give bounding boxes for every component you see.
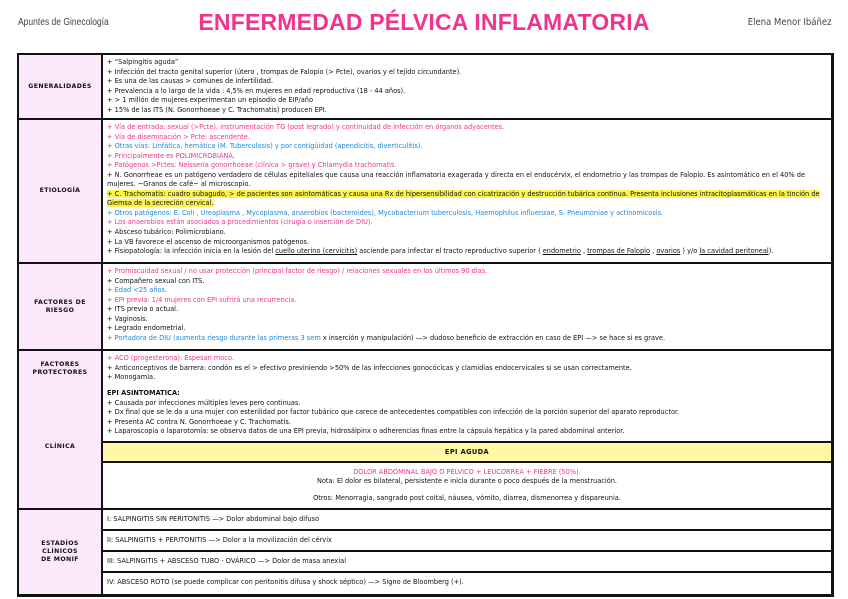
- text-segment: trompas de Falopio: [587, 247, 651, 256]
- bullet-line: [107, 286, 827, 296]
- text-segment: ,: [580, 247, 588, 256]
- asintomatica-heading: EPI ASINTOMÁTICA:: [107, 389, 180, 397]
- text-segment: ).: [768, 247, 774, 256]
- bullet-line: [107, 324, 827, 334]
- bullet-line: [107, 190, 827, 209]
- section-clinica: [19, 386, 831, 510]
- section-estadios: [19, 510, 831, 594]
- stage-1: I: SALPINGITIS SIN PERITONITIS —> Dolor abdominal bajo difuso: [103, 510, 831, 531]
- bullet-line: [107, 68, 827, 78]
- section-label: GENERALIDADES: [19, 55, 103, 118]
- section-row: [19, 264, 831, 351]
- text-segment: + Vía de entrada: sexual (>Pcte), instrumentación TG (post legrado) y continuidad de infección en órganos adyacentes.: [107, 123, 505, 131]
- text-segment: + Otras vías: Linfática, hemática (M. Tuberculosis) y por contigüidad (apendicitis, diverticulitis).: [107, 142, 423, 151]
- epi-asintomatica: [103, 386, 831, 443]
- text-segment: + 15% de las ITS (N. Gonorrhoeae y C. Trachomatis) producen EPI.: [107, 105, 327, 114]
- bullet-line: [107, 238, 827, 248]
- epi-aguda-heading: EPI AGUDA: [103, 443, 831, 463]
- section-row: [19, 351, 831, 386]
- text-segment: + Legrado endometrial.: [107, 324, 186, 333]
- bullet-line: [107, 277, 827, 287]
- stage-3: III: SALPINGITIS + ABSCESO TUBO - OVÁRICO —> Dolor de masa anexial: [103, 552, 831, 573]
- bullet-line: [107, 296, 827, 306]
- asintomatica-line: + Causada por infecciones múltiples leves pero continuas.: [107, 398, 301, 407]
- text-segment: + Fisiopatología: la infección inicia en la lesión del: [107, 247, 276, 256]
- section-label: ETIOLOGÍA: [19, 120, 103, 262]
- bullet-line: [107, 209, 827, 219]
- bullet-line: [107, 334, 827, 344]
- section-content: [103, 55, 831, 118]
- section-row: [19, 120, 831, 264]
- section-label: ESTADÍOS CLÍNICOS DE MONIF: [19, 510, 103, 594]
- text-segment: ovarios: [656, 247, 681, 256]
- text-segment: + Absceso tubárico: Polimicrobiano.: [107, 228, 226, 237]
- bullet-line: [107, 96, 827, 106]
- text-segment: asciende para infectar el tracto reproductivo superior (: [357, 247, 543, 256]
- text-segment: + Es una de las causas > comunes de infertilidad.: [107, 77, 274, 86]
- bullet-line: [107, 77, 827, 87]
- text-segment: ) y/o: [680, 247, 700, 256]
- author-label: Elena Menor Ibáñez: [748, 17, 832, 28]
- bullet-line: [107, 58, 827, 68]
- bullet-line: [107, 373, 827, 383]
- text-segment: + Vaginosis.: [107, 314, 148, 323]
- text-segment: + Vía de diseminación > Pcte: ascendente.: [107, 132, 250, 141]
- text-segment: + Edad <25 años.: [107, 286, 168, 295]
- bullet-line: [107, 87, 827, 97]
- text-segment: + > 1 millón de mujeres experimentan un episodio de EIP/año: [107, 96, 313, 105]
- bullet-line: [107, 305, 827, 315]
- bullet-line: [107, 247, 827, 257]
- text-segment: x inserción y manipulación) —> dudoso beneficio de extracción en caso de EPI —> se hace si es grave.: [320, 333, 666, 342]
- text-segment: + Prevalencia a lo largo de la vida : 4,5% en mujeres en edad reproductiva (18 - 44 años).: [107, 86, 406, 95]
- text-segment: cuello uterino (cervicitis): [275, 247, 358, 256]
- text-segment: + EPI previa: 1/4 mujeres con EPI sufrirá una recurrencia.: [107, 295, 297, 304]
- bullet-line: [107, 315, 827, 325]
- text-segment: + N. Gonorrheae es un patógeno verdadero de células epiteliales que causa una reacción inflamatoria exagerada y directa en el endocérvix, el endometrio y las trompas de Falopio. Es asintomático en el 40% de mujeres. ~Granos de café~ al microscopio.: [107, 170, 806, 189]
- bullet-line: [107, 171, 827, 190]
- bullet-line: [107, 228, 827, 238]
- text-segment: ,: [650, 247, 657, 256]
- stage-2: II: SALPINGITIS + PERITONITIS —> Dolor a la movilización del cérvix: [103, 531, 831, 552]
- text-segment: + Portadora de DIU (aumenta riesgo durante las primeras 3 sem: [107, 333, 321, 342]
- summary-table: [17, 53, 834, 597]
- asintomatica-line: + Dx final que se le da a una mujer con esterilidad por factor tubárico que carece de antecedentes compatibles con infección de la porción superior del aparato reproductor.: [107, 408, 680, 417]
- bullet-line: [107, 267, 827, 277]
- bullet-line: [107, 106, 827, 116]
- text-segment: + C. Trachomatis: cuadro subagudo, > de pacientes son asintomáticas y causa una Rx de hipersensibilidad con cicatrización y destrucción tubárica continua. Presenta inclusiones intracitoplasmáticas en la tinción de Giemsa de la secreción cervical.: [107, 189, 820, 208]
- text-segment: + Anticonceptivos de barrera: condón es el > efectivo previniendo >50% de las infecciones gonocócicas y clamidias endocervicales si se usan correctamente.: [107, 363, 632, 372]
- bullet-line: [107, 123, 827, 133]
- text-segment: + Monogamia.: [107, 373, 156, 382]
- asintomatica-line: + Presenta AC contra N. Gonorrhoeae y C. Trachomatis.: [107, 417, 291, 426]
- text-segment: + ITS previa o actual.: [107, 305, 179, 314]
- bullet-line: [107, 142, 827, 152]
- bullet-line: [107, 354, 827, 364]
- bullet-line: [107, 364, 827, 374]
- text-segment: + ACO (progesterona): Espesan moco.: [107, 354, 234, 362]
- stage-4: IV: ABSCESO ROTO (se puede complicar con peritonitis difusa y shock séptico) —> Signo de Bloomberg (+).: [107, 578, 464, 586]
- text-segment: + Otros patógenos: E. Coli , Ureaplasma , Mycoplasma, anaerobios (bacteroides), Mycobacterium tuberculosis, Haemophilus influenzae, S. Pneumoniae y actinomicosis.: [107, 208, 664, 217]
- section-label: FACTORES PROTECTORES: [19, 351, 103, 386]
- aguda-otros: Otros: Menorragia, sangrado post coital, náusea, vómito, diarrea, dismenorrea y dispareunia.: [313, 493, 621, 502]
- text-segment: + Compañero sexual con ITS.: [107, 276, 205, 285]
- text-segment: + Promiscuidad sexual / no usar protección (principal factor de riesgo) / relaciones sexuales en los últimos 90 días.: [107, 267, 488, 275]
- section-content: [103, 351, 831, 386]
- bullet-line: [107, 161, 827, 171]
- section-label: FACTORES DE RIESGO: [19, 264, 103, 349]
- bullet-line: [107, 133, 827, 143]
- subject-label: Apuntes de Ginecología: [18, 17, 109, 28]
- aguda-note: Nota: El dolor es bilateral, persistente e inicia durante o poco después de la menstruación.: [316, 477, 618, 486]
- text-segment: + Patógenos >Pctes: Neisseria gonorrhoeae (clínica > grave) y Chlamydia trachomatis.: [107, 161, 397, 170]
- section-row: [19, 55, 831, 120]
- section-content: [103, 120, 831, 262]
- text-segment: + Infección del tracto genital superior (útero , trompas de Falopio (> Pcte), ovarios y el tejido circundante).: [107, 67, 462, 76]
- epi-aguda: [103, 463, 831, 508]
- text-segment: + Los anaerobios están asociados a procedimientos (cirugía o inserción de DIU).: [107, 218, 373, 227]
- bullet-line: [107, 152, 827, 162]
- bullet-line: [107, 218, 827, 228]
- asintomatica-line: + Laparoscopia o laparotomía: se observa datos de una EPI previa, hidrosálpinx o adherencias finas entre la cápsula hepática y la pared abdominal anterior.: [107, 427, 625, 436]
- text-segment: + “Salpingitis aguda”: [107, 58, 179, 66]
- page-title: ENFERMEDAD PÉLVICA INFLAMATORIA: [198, 9, 650, 35]
- text-segment: + Principalmente es POLIMICROBIANA.: [107, 151, 235, 160]
- section-label: CLÍNICA: [19, 386, 103, 508]
- aguda-main: DOLOR ABDOMINAL BAJO O PÉLVICO + LEUCORREA + FIEBRE (50%).: [353, 467, 581, 476]
- section-content: [103, 264, 831, 349]
- text-segment: + La VB favorece el ascenso de microorganismos patógenos.: [107, 237, 310, 246]
- text-segment: endometrio: [542, 247, 581, 256]
- text-segment: la cavidad peritoneal: [699, 247, 769, 256]
